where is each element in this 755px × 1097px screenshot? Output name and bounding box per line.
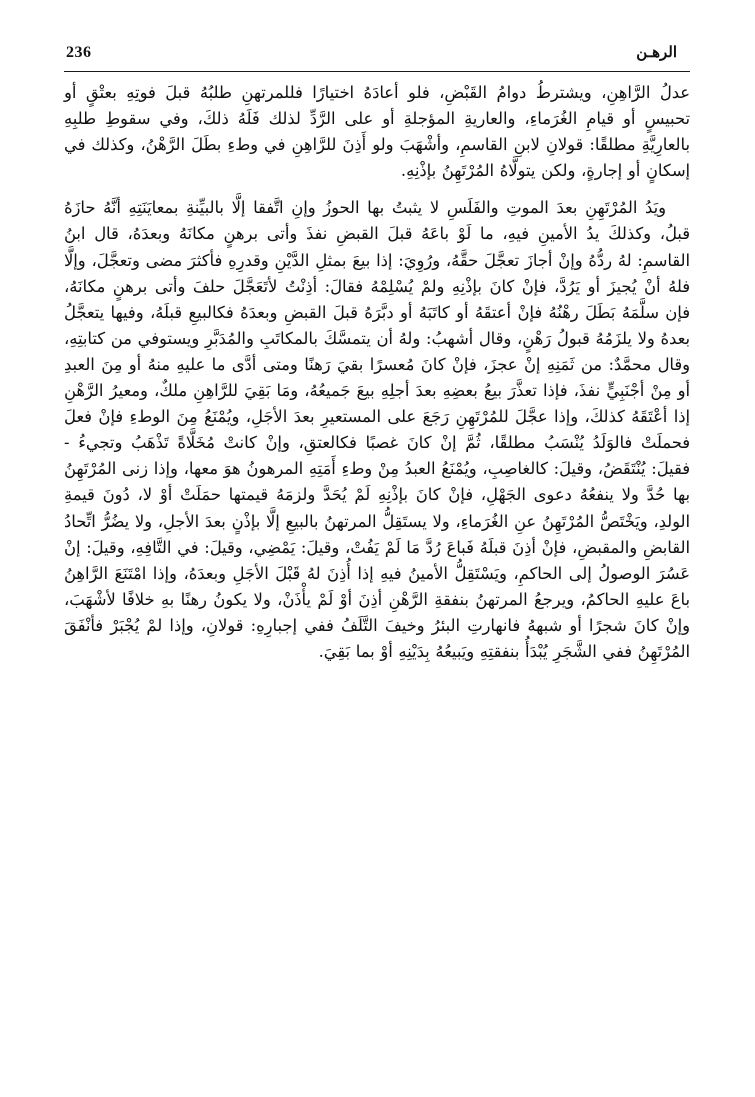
paragraph-1: عدلُ الرَّاهِنِ، ويشترطُ دوامُ القَبْضِ، فلو أعادَهُ اختيارًا فللمرتهنِ طلبُهُ قبلَ فوتِهِ بعتْقٍ أو تحبيسٍ أو قيامِ الغُرَماءِ، والعاريةِ المؤجلةِ أو على الرَّدِّ لذلك فَلَهُ ذلكَ، وفي سقوطِ طلبِهِ بالعارِيَّةِ مطلقًا: قولانِ لابنِ القاسمِ، وأشْهَبَ ولو أَذِنَ للرَّاهِنِ في وطءِ بطَلَ الرَّهْنُ، وكذلك في إسكانٍ أو إجارةٍ، ولكن يتولَّاهُ المُرْتَهِنُ بإذْنِهِ.	[64, 83, 690, 181]
body-text	[64, 80, 690, 665]
running-title: الرهـن	[636, 43, 677, 61]
paragraph-2: ويَدُ المُرْتَهِنِ بعدَ الموتِ والفَلَسِ لا يثبتُ بها الحوزُ وإنِ اتَّفقا إلَّا بالبيِّنةِ بمعايَنَتِهِ أنَّهُ حازَهُ قبلُ، وكذلكَ يدُ الأمينِ فيهِ، ما لَوْ باعَهُ قبلَ القبضِ نفذَ وأتى برهنٍ مكانَهُ وبعدَهُ، قال ابنُ القاسمِ: لهُ ردُّهُ وإنْ أجازَ تعجَّلَ حقَّهُ، ورُوِيَ: إذا بيعَ بمثلِ الدَّيْنِ وقدرِهِ فأكثرَ مضى وتعجَّلَ، وإلَّا فلهُ أنْ يُجيزَ أو يَرُدَّ، فإنْ كانَ بإذْنِهِ ولمْ يُسْلِمْهُ فقالَ: أذِنْتُ لأتَعَجَّلَ حلفَ وأتى برهنٍ مكانَهُ، فإن سلَّمَهُ بَطَلَ رهْنُهُ فإنْ أعتقَهُ أو كاتَبَهُ أو دبَّرَهُ قبلَ القبضِ وبعدَهُ فكالبيعِ قبلَهُ، وفيها يتعجَّلُ بعدهُ ولا يلزَمُهُ قبولُ رَهْنٍ، وقال أشهبُ: ولهُ أن يتمسَّكَ بالمكاتَبِ والمُدَبَّرِ ويستوفي من كتابتِهِ، وقال محمَّدٌ: من ثَمَنِهِ إنْ عجزَ، فإنْ كانَ مُعسرًا بقيَ رَهنًا ومتى أدَّى ما عليهِ منهُ أو مِنَ العبدِ أو مِنْ أجْنَبِيٍّ نفذَ، فإذا تعذَّرَ بيعُ بعضِهِ بعدَ أجلِهِ بيعَ جَميعُهُ، ومَا بَقِيَ للرَّاهِنِ ملكٌ، ومعيرُ الرَّهْنِ إذا أعْتَقَهُ كذلكَ، وإذا عجَّلَ للمُرْتَهِنِ رَجَعَ على المستعيرِ بعدَ الأجَلِ، ويُمْنَعُ مِنَ الوطءِ فإنْ فعلَ فحملَتْ فالوَلَدُ يُنْسَبُ مطلقًا، ثُمَّ إنْ كانَ غصبًا فكالعتقِ، وإنْ كانتْ مُخَلَّاةً تَذْهَبُ وتجيءُ - فقيلَ: يُنْتَقَضُ، وقيلَ: كالغاصِبِ، ويُمْنَعُ العبدُ مِنْ وطءِ أَمَتِهِ المرهونُ هوَ معها، وإذا زنى المُرْتَهِنُ بها حُدَّ ولا ينفعُهُ دعوى الجَهْلِ، فإنْ كانَ بإذْنِهِ لَمْ يُحَدَّ ولزمَهُ قيمتها حمَلَتْ أوْ لا، دُونَ قيمةِ الولدِ، ويَخْتَصُّ المُرْتَهِنُ عنِ الغُرَماءِ، ولا يستَقِلُّ المرتهنُ بالبيعِ إلَّا بإذْنٍ بعدَ الأجلِ، ولا يضُرُّ اتِّحادُ القابضِ والمقبضِ، فإنْ أذِنَ قبلَهُ فَباعَ رُدَّ مَا لَمْ يَفُتْ، وقيلَ: يَمْضِي، وقيلَ: في التَّافِهِ، وقيلَ: إنْ عَسُرَ الوصولُ إلى الحاكمِ، ويَسْتَقِلُّ الأمينُ فيهِ إذا أُذِنَ لهُ قَبْلَ الأجَلِ وبعدَهُ، وإذا امْتَنَعَ الرَّاهِنُ باعَ عليهِ الحاكمُ، ويرجعُ المرتهنُ بنفقةِ الرَّهْنِ أذِنَ أوْ لَمْ يأْذَنْ، ولا يكونُ رهنًا بهِ خلافًا لأشْهَبَ، وإنْ كانَ شجرًا أو شبههُ فانهارتِ البئرُ وخيفَ التَّلَفُ ففي إجبارِهِ: قولانِ، وإذا لمْ يُجْبَرْ فأنْفَقَ المُرْتَهِنُ ففي الشَّجَرِ يُبْدَأُ بنفقتِهِ ويَبيعُهُ بِدَيْنِهِ أوْ بما بَقِيَ.	[64, 198, 690, 661]
header-rule	[64, 71, 690, 72]
page-number: 236	[66, 44, 92, 61]
